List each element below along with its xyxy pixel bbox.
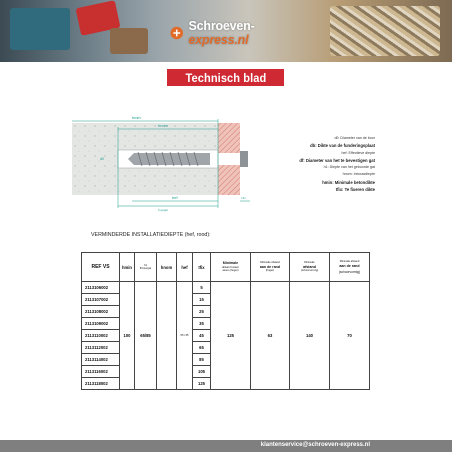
tfix-cell: 5 [193, 282, 211, 294]
brand-name-main: Schroeven- [188, 19, 255, 33]
header-edge: Minimale afstand aan de rand (hoger) [251, 253, 290, 282]
tfix-cell: 125 [193, 378, 211, 390]
ref-cell: 2113110002 [82, 330, 120, 342]
ref-cell: 2113106002 [82, 282, 120, 294]
brand-logo[interactable] [170, 19, 310, 47]
tfix-cell: 25 [193, 306, 211, 318]
footer-bar [0, 440, 452, 452]
header-spacing: Minimale afstand tussen assen (hoger) [211, 253, 251, 282]
table-header-row [82, 253, 370, 282]
header-hmin: hmin [120, 253, 135, 282]
header-edge-2: Minimale afstand aan de rand (schoorvormig) [330, 253, 370, 282]
hero-banner [0, 0, 452, 62]
screws-image [330, 6, 440, 56]
screw-logo-icon [170, 26, 184, 40]
footer-email-link[interactable]: klantenservice@schroeven-express.nl [260, 442, 370, 448]
header-tfix: tfix [193, 253, 211, 282]
label-hmin: hmin [132, 115, 141, 120]
tfix-cell: 85 [193, 354, 211, 366]
tool-case-image [10, 8, 70, 50]
ref-cell: 2113107002 [82, 294, 120, 306]
ref-cell: 2113108002 [82, 306, 120, 318]
legend-item: hmin: Minimale betondikte [322, 179, 375, 185]
table-subtitle: VERMINDERDE INSTALLATIEDIEPTE (hef, rood): [91, 232, 211, 238]
tfix-cell: 65 [193, 342, 211, 354]
page-title: Technisch blad [185, 70, 266, 85]
edge-2-cell: 70 [330, 282, 370, 390]
label-hef: hef [172, 195, 178, 200]
h1-cell: 65/85 [135, 282, 157, 390]
hef-cell: 55 / 65 [177, 282, 193, 390]
title-bar [167, 69, 284, 86]
legend-item: db: Dikte van de funderingsplaat [310, 143, 375, 149]
label-bottom: h,opper [158, 208, 169, 212]
fixture-hole [218, 153, 240, 165]
label-d0: d0 [100, 157, 104, 161]
hmin-cell: 100 [120, 282, 135, 390]
tfix-cell: 45 [193, 330, 211, 342]
header-spacing-2: Minimale afstand (schoorvormig) [290, 253, 330, 282]
tfix-cell: 15 [193, 294, 211, 306]
legend-item: hef: Effectieve diepte [341, 150, 375, 155]
tfix-cell: 105 [193, 366, 211, 378]
tfix-cell: 35 [193, 318, 211, 330]
hands-image [110, 28, 148, 54]
header-hnom: hnom [157, 253, 177, 282]
spacing-2-cell: 140 [290, 282, 330, 390]
spec-table [81, 252, 370, 390]
edge-cell: 63 [251, 282, 290, 390]
ref-cell: 2113114002 [82, 354, 120, 366]
legend-item: h1: Diepte van het geboorde gat [323, 165, 375, 170]
screw-head [240, 151, 248, 167]
ref-cell: 2113112002 [82, 342, 120, 354]
ref-cell: 2113118002 [82, 378, 120, 390]
hnom-cell [157, 282, 177, 390]
header-h1: h1 B boorgat [135, 253, 157, 282]
label-hnom: hnom [158, 123, 169, 128]
legend-item: hnom: Inbouwdiepte [342, 172, 375, 177]
header-ref: REF VS [82, 253, 120, 282]
legend-item: df: Diameter van het te bevestigen gat [299, 157, 375, 163]
ref-cell: 2113116002 [82, 366, 120, 378]
legend-item: tfix: Te fixeren dikte [335, 187, 375, 193]
label-tfix: t fix [241, 196, 246, 200]
header-hef: hef [177, 253, 193, 282]
brand-name-accent: express.nl [188, 33, 249, 47]
legend-item: d0: Diameter van de boor [334, 136, 375, 140]
anchor-diagram [72, 113, 250, 213]
diagram-legend [257, 135, 375, 193]
table-row [82, 282, 370, 294]
ref-cell: 2113109002 [82, 318, 120, 330]
spacing-cell: 125 [211, 282, 251, 390]
